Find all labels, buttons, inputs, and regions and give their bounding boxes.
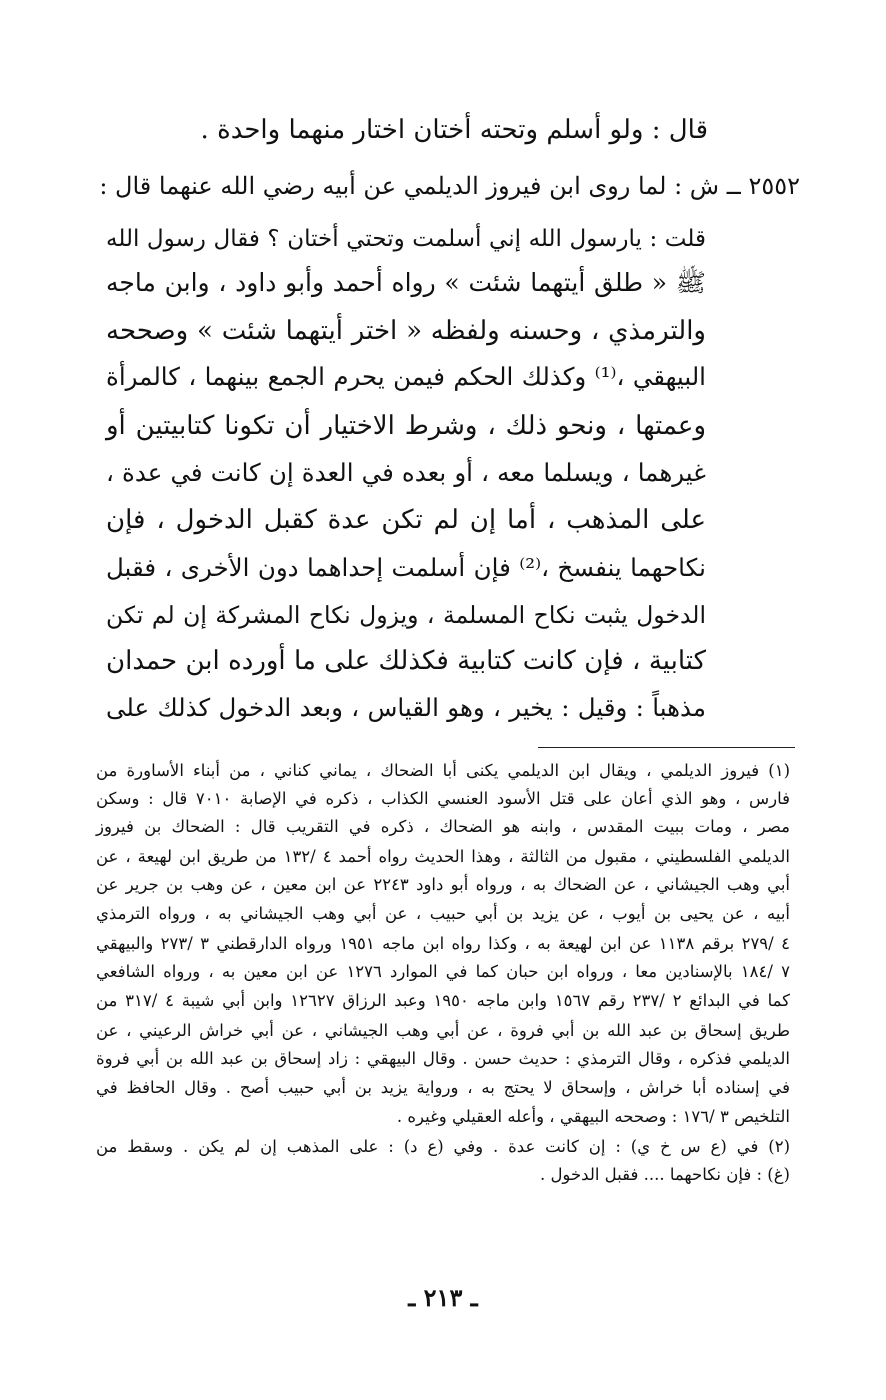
footnote-line: (غ) : فإن نكاحهما .... فقبل الدخول . (539, 1165, 790, 1184)
main-text-line: قلت : يارسول الله إني أسلمت وتحتي أختان ؟ فقال رسول الله (106, 226, 706, 252)
footnote-line: الديلمي الفلسطيني ، مقبول من الثالثة ، وهذا الحديث رواه أحمد ٤ /١٣٢ من طريق ابن لهيعة ، عن (96, 847, 790, 866)
main-text-line: غيرهما ، ويسلما معه ، أو بعده في العدة إن كانت في عدة ، (106, 458, 706, 487)
footnote-line: (١) فيروز الديلمي ، ويقال ابن الديلمي يكنى أبا الضحاك ، يماني كناني ، من أبناء الأساورة من (96, 761, 790, 780)
footnote-line: فارس ، وهو الذي أعان على قتل الأسود العنسي الكذاب ، ذكره في الإصابة ٧٠١٠ قال : وسكن (96, 789, 790, 808)
main-text-line: كتابية ، فإن كانت كتابية فكذلك على ما أورده ابن حمدان (106, 646, 706, 676)
footnote-line: كما في البدائع ٢ /٢٣٧ رقم ١٥٦٧ وابن ماجه ١٩٥٠ وعبد الرزاق ١٢٦٢٧ وابن أبي شيبة ٤ /٣١٧ من (96, 991, 791, 1010)
footnote-line: مصر ، ومات ببيت المقدس ، وابنه هو الضحاك ، ذكره في التقريب قال : الضحاك بن فيروز (96, 817, 790, 836)
footnote-line: الديلمي فذكره ، وقال الترمذي : حديث حسن . وقال البيهقي : زاد إسحاق بن عبد الله بن أبي فروة (96, 1049, 790, 1068)
footnote-line: ٤ /٢٧٩ برقم ١١٣٨ عن ابن لهيعة به ، وكذا رواه ابن ماجه ١٩٥١ ورواه الدارقطني ٣ /٢٧٣ والبيهقي (96, 934, 790, 953)
main-text-line: البيهقي ،⁽¹⁾ وكذلك الحكم فيمن يحرم الجمع بينهما ، كالمرأة (106, 362, 706, 391)
main-text-line: ﷺ « طلق أيتهما شئت » رواه أحمد وأبو داود ، وابن ماجه (106, 268, 706, 297)
main-text-line: وعمتها ، ونحو ذلك ، وشرط الاختيار أن تكونا كتابيتين أو (106, 411, 706, 441)
main-text-line: على المذهب ، أما إن لم تكن عدة كقبل الدخول ، فإن (106, 505, 706, 535)
page-number: ـ ٢١٣ ـ (408, 1283, 478, 1312)
footnote-line: (٢) في (ع س خ ي) : إن كانت عدة . وفي (ع د) : على المذهب إن لم يكن . وسقط من (96, 1137, 790, 1156)
footnote-line: في إسناده أبا خراش ، وإسحاق لا يحتج به ، ورواية يزيد بن أبي حبيب أصح . وقال الحافظ في (96, 1078, 790, 1097)
main-text-line: والترمذي ، وحسنه ولفظه « اختر أيتهما شئت » وصححه (106, 316, 706, 346)
main-text-line: ٢٥٥٢ ــ ش : لما روى ابن فيروز الديلمي عن أبيه رضي الله عنهما قال : (99, 172, 800, 200)
footnote-line: التلخيص ٣ /١٧٦ : وصححه البيهقي ، وأعله العقيلي وغيره . (396, 1107, 790, 1126)
main-text-line: قال : ولو أسلم وتحته أختان اختار منهما واحدة . (200, 115, 708, 145)
main-text-line: نكاحهما ينفسخ ،⁽²⁾ فإن أسلمت إحداهما دون الأخرى ، فقبل (106, 553, 706, 582)
main-text-line: الدخول يثبت نكاح المسلمة ، ويزول نكاح المشركة إن لم تكن (106, 601, 706, 629)
footnote-separator (538, 747, 795, 748)
main-text-line: مذهباً : وقيل : يخير ، وهو القياس ، وبعد الدخول كذلك على (106, 693, 706, 722)
footnote-line: أبي وهب الجيشاني ، عن الضحاك به ، ورواه أبو داود ٢٢٤٣ عن ابن معين ، عن وهب بن جرير عن (96, 875, 790, 894)
footnote-line: طريق إسحاق بن عبد الله بن أبي فروة ، عن أبي وهب الجيشاني ، عن أبي خراش الرعيني ، عن (96, 1021, 790, 1040)
footnote-line: أبيه ، عن يحيى بن أيوب ، عن يزيد بن أبي حبيب ، عن أبي وهب الجيشاني به ، ورواه الترمذي (96, 904, 790, 923)
footnote-line: ٧ /١٨٤ بالإسنادين معا ، ورواه ابن حبان كما في الموارد ١٢٧٦ عن ابن معين به ، ورواه الشافعي (96, 962, 790, 981)
